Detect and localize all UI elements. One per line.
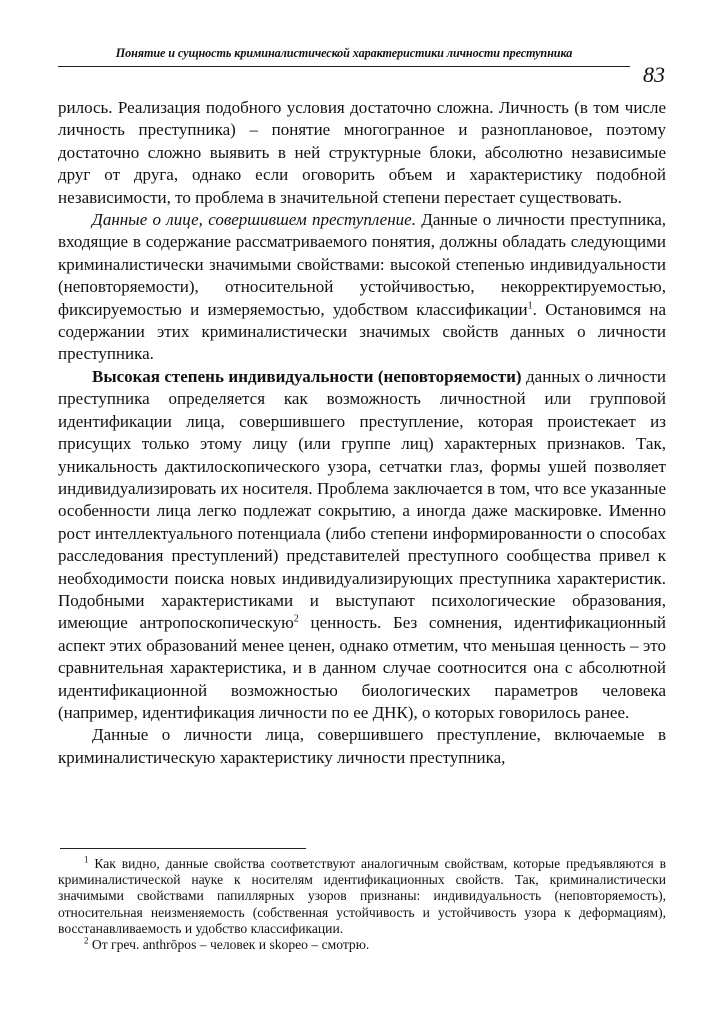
paragraph-data-about-person bbox=[58, 209, 666, 366]
paragraph-text: . Остановимся на содержании этих криминалистически значимых свойств данных о личности преступника. bbox=[58, 299, 666, 364]
paragraph-text: Данные о личности преступника, входящие в содержание рассматриваемого понятия, должны обладать следующими криминалистически значимыми свойствами: высокой степенью индивидуальности (неповторяемости), относительной устойчивостью, некорректируемостью, фиксируемостью и измеряемостью, удобством классификации bbox=[58, 210, 666, 319]
footnote-text: Как видно, данные свойства соответствуют аналогичным свойствам, которые предъявляются в криминалистической науке к носителям идентификационных свойств. Так, криминалистически значимыми свойствами папиллярных узоров признаны: индивидуальность (неповторяемость), относительная неизменяемость (собственная устойчивость и устойчивость узора к деформациям), восстанавливаемость и удобство классификации. bbox=[58, 856, 666, 936]
footnote-text: От греч. anthrōpos – человек и skopeo – смотрю. bbox=[88, 937, 370, 953]
run-in-heading: Данные о лице, совершившем преступление. bbox=[92, 210, 416, 230]
footnote-ref: 1 bbox=[527, 300, 533, 311]
running-head: Понятие и сущность криминалистической характеристики личности преступника bbox=[115, 46, 573, 60]
paragraph-data-included bbox=[58, 724, 666, 769]
paragraph-text: Данные о личности лица, совершившего преступление, включаемые в криминалистическую характеристику личности преступника, bbox=[58, 725, 666, 767]
header-rule bbox=[58, 66, 630, 67]
page-number: 83 bbox=[643, 62, 665, 87]
run-in-heading: Высокая степень индивидуальности (неповторяемости) bbox=[92, 366, 522, 386]
footnote-marker: 1 bbox=[84, 854, 89, 865]
paragraph-continuation bbox=[58, 97, 666, 209]
paragraph-individuality bbox=[58, 366, 666, 725]
footnote-rule bbox=[60, 848, 306, 849]
paragraph-text: рилось. Реализация подобного условия достаточно сложна. Личность (в том числе личность преступника) – понятие многогранное и разноплановое, поэтому достаточно сложно выявить в ней структурные блоки, абсолютно независимые друг от друга, однако если оговорить объем и характеристику подобной независимости, то проблема в значительной степени перестает существовать. bbox=[58, 98, 666, 207]
footnote-ref: 2 bbox=[293, 613, 299, 625]
footnote-2 bbox=[58, 937, 666, 953]
footnotes bbox=[58, 856, 666, 953]
paragraph-text: ценность. Без сомнения, идентификационный аспект этих образований менее ценен, однако отметим, что меньшая ценность – это сравнительная характеристика, и в данном случае соотносится она с абсолютной идентификационной возможностью биологических параметров человека (например, идентификация личности по ее ДНК), о которых говорилось ранее. bbox=[58, 613, 666, 722]
body-text bbox=[58, 97, 666, 769]
footnote-1 bbox=[58, 856, 666, 937]
paragraph-text: данных о личности преступника определяется как возможность личностной или групповой идентификации лица, совершившего преступление, которая проистекает из присущих только этому лицу (или группе лиц) характерных признаков. Так, уникальность дактилоскопического узора, сетчатки глаз, формы ушей позволяет индивидуализировать их носителя. Проблема заключается в том, что все указанные особенности лица легко подлежат сокрытию, а иногда даже маскировке. Именно рост интеллектуального потенциала (либо степени информированности о способах расследования преступлений) представителей преступного сообщества привел к необходимости поиска новых индивидуализирующих преступника характеристик. Подобными характеристиками и выступают психологические образования, имеющие антропоскопическую bbox=[58, 366, 666, 633]
footnote-marker: 2 bbox=[84, 935, 89, 946]
